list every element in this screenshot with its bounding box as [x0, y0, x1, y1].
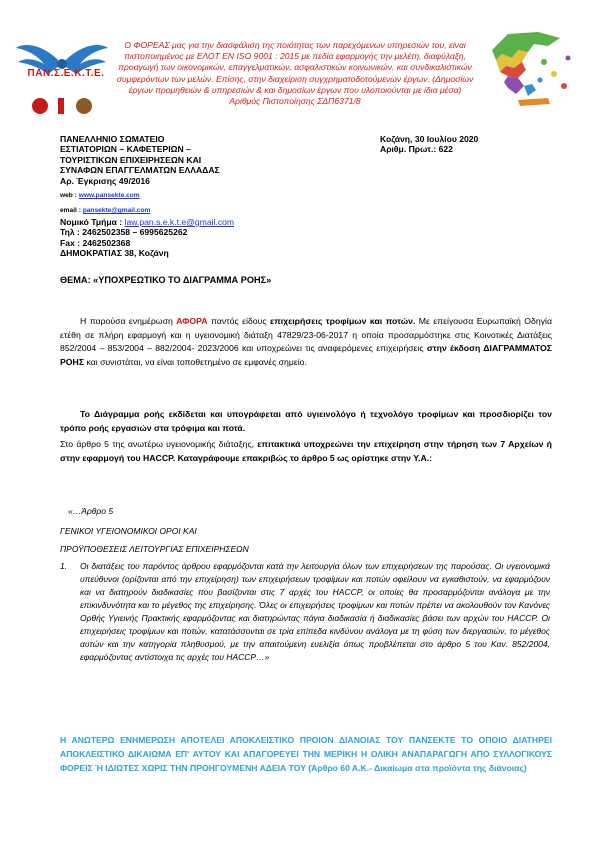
p1-text-e: Με επείγουσα Ευρωπαϊκή Οδηγία ετέθη σε πλήρη εφαρμογή και η υγειονομική διάταξη 47829/23-06-2017 η οποία προσαρμόστηκε στις Κοινοτικές Διατάξεις 852/2004 – 853/2004 – 882/2004- 2023/2006 και υποχρεώνει τις αναφερόμενες επιχειρήσεις	[60, 316, 552, 354]
paragraph-2: Το Διάγραμμα ροής εκδίδεται και υπογράφεται από υγιεινολόγο ή τεχνολόγο τροφίμων και προσδιορίζει τον τρόπο ροής εργασιών στα τρόφιμα και ποτά.	[60, 409, 552, 433]
paragraph-1	[60, 315, 552, 369]
web-link[interactable]: www.pansekte.com	[78, 192, 140, 200]
p1-text-a: Η παρούσα ενημέρωση	[80, 316, 177, 326]
p3-text-a: Στο άρθρο 5 της ανωτέρω υγειονομικής διάταξης,	[60, 439, 258, 449]
certification-number: Αριθμός Πιστοποίησης ΣΔΠ6371/8	[229, 96, 361, 107]
org-name-line-2: ΕΣΤΙΑΤΟΡΙΩΝ – ΚΑΦΕΤΕΡΙΩΝ –	[60, 144, 191, 155]
approval-number: Αρ. Έγκρισης 49/2016	[60, 175, 150, 186]
sender-contact-block	[60, 134, 360, 258]
email-link[interactable]: pansekte@gmail.com	[82, 207, 151, 215]
email-label: email :	[60, 207, 83, 215]
quote-article-title: «…Άρθρο 5	[68, 506, 114, 516]
paragraph-3	[60, 438, 552, 465]
letter-date: Κοζάνη, 30 Ιουλίου 2020	[380, 134, 479, 144]
legal-dept-label: Νομικό Τμήμα :	[60, 216, 125, 227]
protocol-number: Αριθμ. Πρωτ.: 622	[380, 144, 453, 155]
quote-heading-2: ΠΡΟΫΠΟΘΕΣΕΙΣ ΛΕΙΤΟΥΡΓΙΑΣ ΕΠΙΧΕΙΡΗΣΕΩΝ	[60, 544, 249, 554]
quote-item-text: Οι διατάξεις του παρόντος άρθρου εφαρμόζονται κατά την λειτουργία όλων των επιχειρήσεων της παρούσας. Οι υγειονομικά υπεύθυνοι (ορίζονται από την επιχείρηση) των επιχειρήσεων τροφίμων και ποτών οφείλουν να εγκαθιστούν, να εφαρμόζουν και να διατηρούν διαδικασίες που βασίζονται στις 7 αρχές του HACCP, οι οποίες θα προσαρμόζονται ανάλογα με την επικινδυνότητα και το μέγεθος της επιχείρησης. Όλες οι επιχειρήσεις τροφίμων και ποτών πρέπει να ακολουθούν τον Κανόνες Ορθής Υγιεινής Πρακτικής εφαρμόζοντας και διατηρώντας πάγια διαδικασία ή διαδικασίες βάσει των αρχών του HACCP. Οι επιχειρήσεις τροφίμων και ποτών, κατατάσσονται σε τρία επίπεδα κινδύνου ανάλογα με τη φύση των διεργασιών, το μέγεθος αυτών και την κατηγορία πληθυσμού, με την απαιτούμενη ευελιξία όπως προβλέπεται στο άρθρο 5 του Καν. 852/2004, εφαρμόζοντας αντίστοιχα τις αρχές του HACCP…»	[80, 561, 550, 662]
quote-heading-1: ΓΕΝΙΚΟΙ ΥΓΕΙΟΝΟΜΙΚΟΙ ΟΡΟΙ ΚΑΙ	[60, 526, 197, 536]
p1-text-c: παντός είδους	[207, 316, 270, 326]
web-label: web :	[60, 192, 79, 200]
date-protocol-block	[380, 134, 478, 155]
p3-highlight: επιτακτικά υποχρεώνει την επιχείρηση στην τήρηση των 7 Αρχείων ή στην εφαρμογή του HACCP. Καταγράφουμε επακριβώς το άρθρο 5 ως ορίστηκε στην Υ.Α.:	[60, 439, 552, 463]
certification-statement	[110, 40, 480, 107]
certification-description: Ο ΦΟΡΕΑΣ μας για την διασφάλιση της ποιότητας των παρεχόμενων υπηρεσιών του, είναι πιστοποιημένος με ΕΛΟΤ ΕΝ ISO 9001 : 2015 με πεδία εφαρμογής την μελέτη, διαφύλαξη, προαγωγή των οικονομικών, επαγγελματικών, ασφαλιστικών κοινωνικών, και συνδικαλιστικών συμφερόντων των μελών. Επίσης, στην διαχείριση συγχρηματοδοτούμενων έργων. (Δημοσίων έργων προμηθειών & υπηρεσιών & και δημοσίων έργων που υλοποιούνται με ίδια μέσα)	[116, 40, 474, 95]
p1-highlight-flowchart: στην έκδοση ΔΙΑΓΡΑΜΜΑΤΟΣ ΡΟΗΣ	[60, 343, 553, 367]
p1-text-g: και συνιστάται, να είναι τοποθετημένο σε εμφανές σημείο.	[84, 356, 307, 367]
org-name-line-4: ΣΥΝΑΦΩΝ ΕΠΑΓΓΕΛΜΑΤΩΝ ΕΛΛΑΔΑΣ	[60, 165, 220, 176]
address: ΔΗΜΟΚΡΑΤΙΑΣ 38, Κοζάνη	[60, 248, 169, 259]
copyright-disclaimer: Η ΑΝΩΤΕΡΩ ΕΝΗΜΕΡΩΣΗ ΑΠΟΤΕΛΕΙ ΑΠΟΚΛΕΙΣΤΙΚΟ ΠΡΟΙΟΝ ΔΙΑΝΟΙΑΣ ΤΟΥ ΠΑΝΣΕΚΤΕ ΤΟ ΟΠΟΙΟ ΔΙΑΤΗΡΕΙ ΑΠΟΚΛΕΙΣΤΙΚΟ ΔΙΚΑΙΩΜΑ ΕΠ' ΑΥΤΟΥ ΚΑΙ ΑΠΑΓΟΡΕΥΕΙ ΤΗΝ ΜΕΡΙΚΗ Η ΟΛΙΚΗ ΑΝΑΠΑΡΑΓΩΓΗ ΑΠΟ ΣΥΛΛΟΓΙΚΟΥΣ ΦΟΡΕΙΣ Ή ΙΔΙΩΤΕΣ ΧΩΡΙΣ ΤΗΝ ΠΡΟΗΓΟΥΜΕΝΗ ΑΔΕΙΑ ΤΟΥ (Άρθρο 60 Α.Κ.- Δικαίωμα στα προϊόντα της διάνοιας)	[60, 735, 552, 774]
phone: Τηλ : 2462502358 – 6995625262	[60, 227, 188, 238]
p1-highlight-afora: ΑΦΟΡΑ	[176, 316, 208, 326]
legal-email-link[interactable]: law.pan.s.e.k.t.e@gmail.com	[124, 216, 235, 227]
p1-highlight-businesses: επιχειρήσεις τροφίμων και ποτών.	[269, 316, 416, 326]
org-name-line-1: ΠΑΝΕΛΛΗΝΙΟ ΣΩΜΑΤΕΙΟ	[60, 134, 165, 144]
subject-line: ΘΕΜΑ: «ΥΠΟΧΡΕΩΤΙΚΟ ΤΟ ΔΙΑΓΡΑΜΜΑ ΡΟΗΣ»	[60, 275, 272, 285]
greece-map-icon	[478, 28, 578, 110]
pansekte-logo	[14, 34, 110, 124]
logo-wordmark: ΠΑΝ.Σ.Ε.Κ.Τ.Ε.	[27, 68, 105, 79]
fax: Fax : 2462502368	[60, 237, 131, 248]
org-name-line-3: ΤΟΥΡΙΣΤΙΚΩΝ ΕΠΙΧΕΙΡΗΣΕΩΝ ΚΑΙ	[60, 154, 202, 165]
quote-item-number: 1.	[60, 561, 68, 571]
